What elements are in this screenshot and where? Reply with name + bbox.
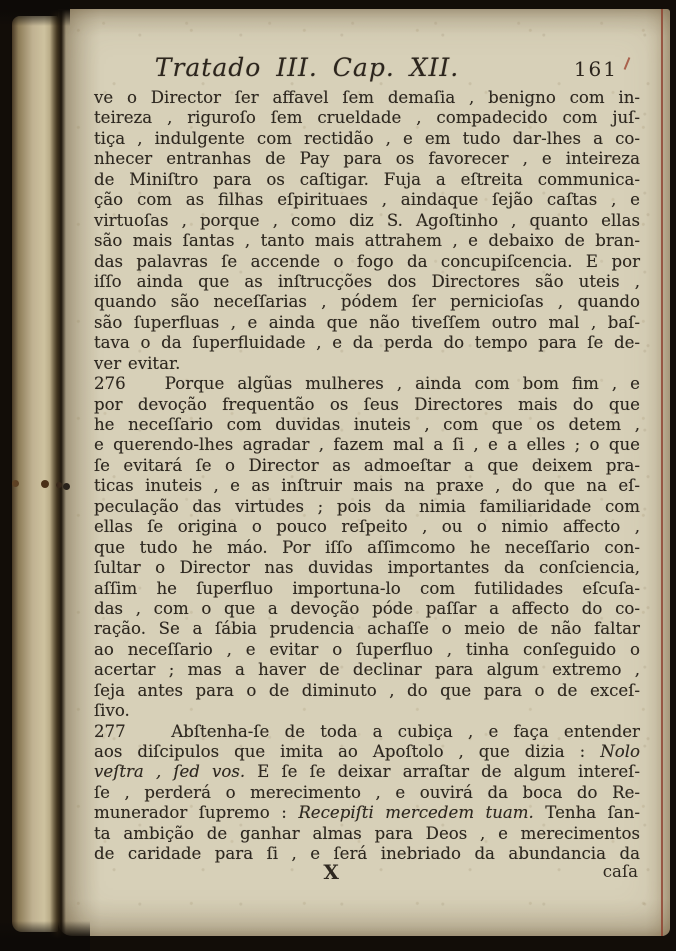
text-line: que tudo he máo. Por iſſo aſſimcomo he neceſſario con-	[94, 537, 640, 557]
text-line: ſivo.	[94, 701, 130, 721]
text-line: ticas inuteis , e as inſtruir mais na praxe , do que na eſ-	[94, 476, 640, 496]
text-line: 276 Porque algũas mulheres , ainda com bom fim , e	[94, 374, 640, 394]
text-line: ração. Se a ſábia prudencia achaſſe o meio de não faltar	[94, 619, 640, 639]
text-line: ellas ſe origina o pouco reſpeito , ou o nimio affecto ,	[94, 517, 640, 537]
text-line: são ſuperfluas , e ainda que não tiveſſem outro mal , baſ-	[94, 312, 640, 332]
catchword: caſa	[602, 862, 638, 881]
text-line: 277 Abſtenha-ſe de toda a cubiça , e faça entender	[94, 721, 640, 741]
text-line: ver evitar.	[94, 353, 181, 373]
ink-blot	[41, 480, 49, 488]
text-line: ao neceſſario , e evitar o ſuperfluo , tinha conſeguido o	[94, 639, 640, 659]
text-line: tiça , indulgente com rectidão , e em tudo dar-lhes a co-	[94, 128, 640, 148]
text-line: nhecer entranhas de Pay para os favorecer , e inteireza	[94, 149, 640, 169]
text-line: e querendo-lhes agradar , fazem mal a ſi , e a elles ; o que	[94, 435, 640, 455]
page-header	[94, 53, 640, 87]
text-line: das , com o que a devoção póde paſſar a affecto do co-	[94, 598, 640, 618]
text-line: he neceſſario com duvidas inuteis , com que os detem ,	[94, 415, 640, 434]
ink-blot	[56, 482, 62, 488]
text-line: iſſo ainda que as inſtrucções dos Directores são uteis ,	[94, 271, 640, 291]
text-line: quando são neceſſarias , pódem ſer pernicioſas , quando	[94, 292, 640, 312]
text-line: por devoção frequentão os ſeus Directores mais do que	[94, 394, 640, 414]
page-number: 161	[573, 57, 618, 81]
text-line: ção com as filhas eſpirituaes , aindaque ſejão caſtas , e	[94, 190, 640, 210]
text-line: peculação das virtudes ; pois da nimia familiaridade com	[94, 496, 640, 516]
text-line: ſultar o Director nas duvidas importantes da conſciencia,	[94, 558, 640, 578]
text-line: munerador ſupremo : Recepiſti mercedem tuam. Tenha ſan-	[94, 803, 640, 823]
text-line: acertar ; mas a haver de declinar para algum extremo ,	[94, 660, 640, 680]
text-line: são mais ſantas , tanto mais attrahem , e debaixo de bran-	[94, 231, 640, 251]
text-line: tava o da ſuperfluidade , e da perda do tempo para ſe de-	[94, 333, 640, 353]
text-line: ſe , perderá o merecimento , e ouvirá da boca do Re-	[94, 782, 640, 802]
text-line: aos diſcipulos que imita ao Apoſtolo , que dizia : Nolo	[94, 742, 640, 761]
signature-mark: X	[323, 860, 340, 884]
fore-edge-red-line	[661, 9, 663, 936]
binding-corner-shade	[0, 0, 70, 26]
ink-blot	[63, 483, 70, 490]
text-block	[94, 88, 640, 865]
text-line: ſe evitará ſe o Director as admoeſtar a que deixem pra-	[94, 455, 640, 475]
text-line: das palavras ſe accende o fogo da concupiſcencia. E por	[94, 251, 640, 271]
text-line: de Miniſtro para os caſtigar. Fuja a eſtreita communica-	[94, 169, 640, 189]
text-line: ſeja antes para o de diminuto , do que para o de exceſ-	[94, 680, 640, 700]
text-line: ta ambição de ganhar almas para Deos , e merecimentos	[94, 823, 640, 843]
ink-blot	[12, 480, 19, 487]
text-line: ve o Director ſer affavel ſem demaſia , benigno com in-	[94, 88, 640, 107]
book-page	[58, 9, 670, 936]
text-line: teireza , riguroſo ſem crueldade , compadecido com juſ-	[94, 108, 640, 128]
text-line: aſſim he ſuperfluo importuna-lo com futilidades eſcuſa-	[94, 578, 640, 598]
running-title: Tratado III. Cap. XII.	[154, 53, 460, 82]
page-footer	[94, 860, 640, 884]
gutter-shadow	[50, 10, 66, 946]
binding-corner-shade	[0, 921, 90, 951]
text-line: veſtra , ſed vos. E ſe ſe deixar arraſtar de algum intereſ-	[94, 762, 641, 782]
text-line: virtuoſas , porque , como diz S. Agoſtinho , quanto ellas	[94, 210, 640, 230]
text-line: de caridade para ſi , e ſerá inebriado da abundancia da	[94, 844, 640, 864]
